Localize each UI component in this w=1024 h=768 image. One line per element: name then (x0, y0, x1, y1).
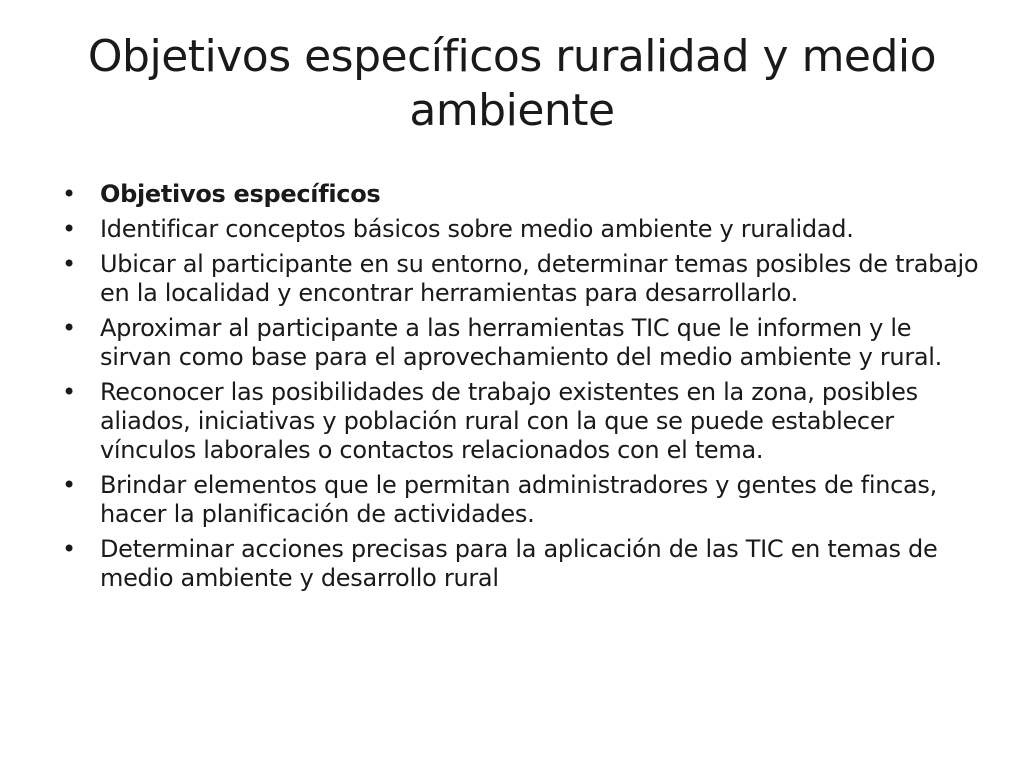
bullet-item (60, 378, 980, 465)
bullet-item (60, 250, 980, 308)
slide-title: Objetivos específicos ruralidad y medio ambiente (87, 31, 937, 136)
bullet-item (60, 471, 980, 529)
bullet-item-heading (60, 180, 980, 209)
bullet-icon: • (62, 314, 76, 342)
bullet-list (60, 180, 980, 599)
bullet-icon: • (62, 180, 76, 208)
bullet-text: Identificar conceptos básicos sobre medio ambiente y ruralidad. (100, 215, 854, 243)
bullet-icon: • (62, 378, 76, 406)
bullet-item (60, 314, 980, 372)
bullet-icon: • (62, 535, 76, 563)
bullet-text: Objetivos específicos (100, 180, 381, 208)
bullet-icon: • (62, 471, 76, 499)
bullet-text: Aproximar al participante a las herramientas TIC que le informen y le sirvan como base para el aprovechamiento del medio ambiente y rural. (100, 314, 943, 371)
bullet-icon: • (62, 215, 76, 243)
bullet-item (60, 215, 980, 244)
bullet-icon: • (62, 250, 76, 278)
bullet-text: Brindar elementos que le permitan administradores y gentes de fincas, hacer la planificación de actividades. (100, 471, 937, 528)
bullet-item (60, 535, 980, 593)
bullet-text: Ubicar al participante en su entorno, determinar temas posibles de trabajo en la localidad y encontrar herramientas para desarrollarlo. (100, 250, 979, 307)
bullet-text: Reconocer las posibilidades de trabajo existentes en la zona, posibles aliados, iniciativas y población rural con la que se puede establecer vínculos laborales o contactos relacionados con el tema. (100, 378, 918, 464)
bullet-text: Determinar acciones precisas para la aplicación de las TIC en temas de medio ambiente y desarrollo rural (100, 535, 938, 592)
